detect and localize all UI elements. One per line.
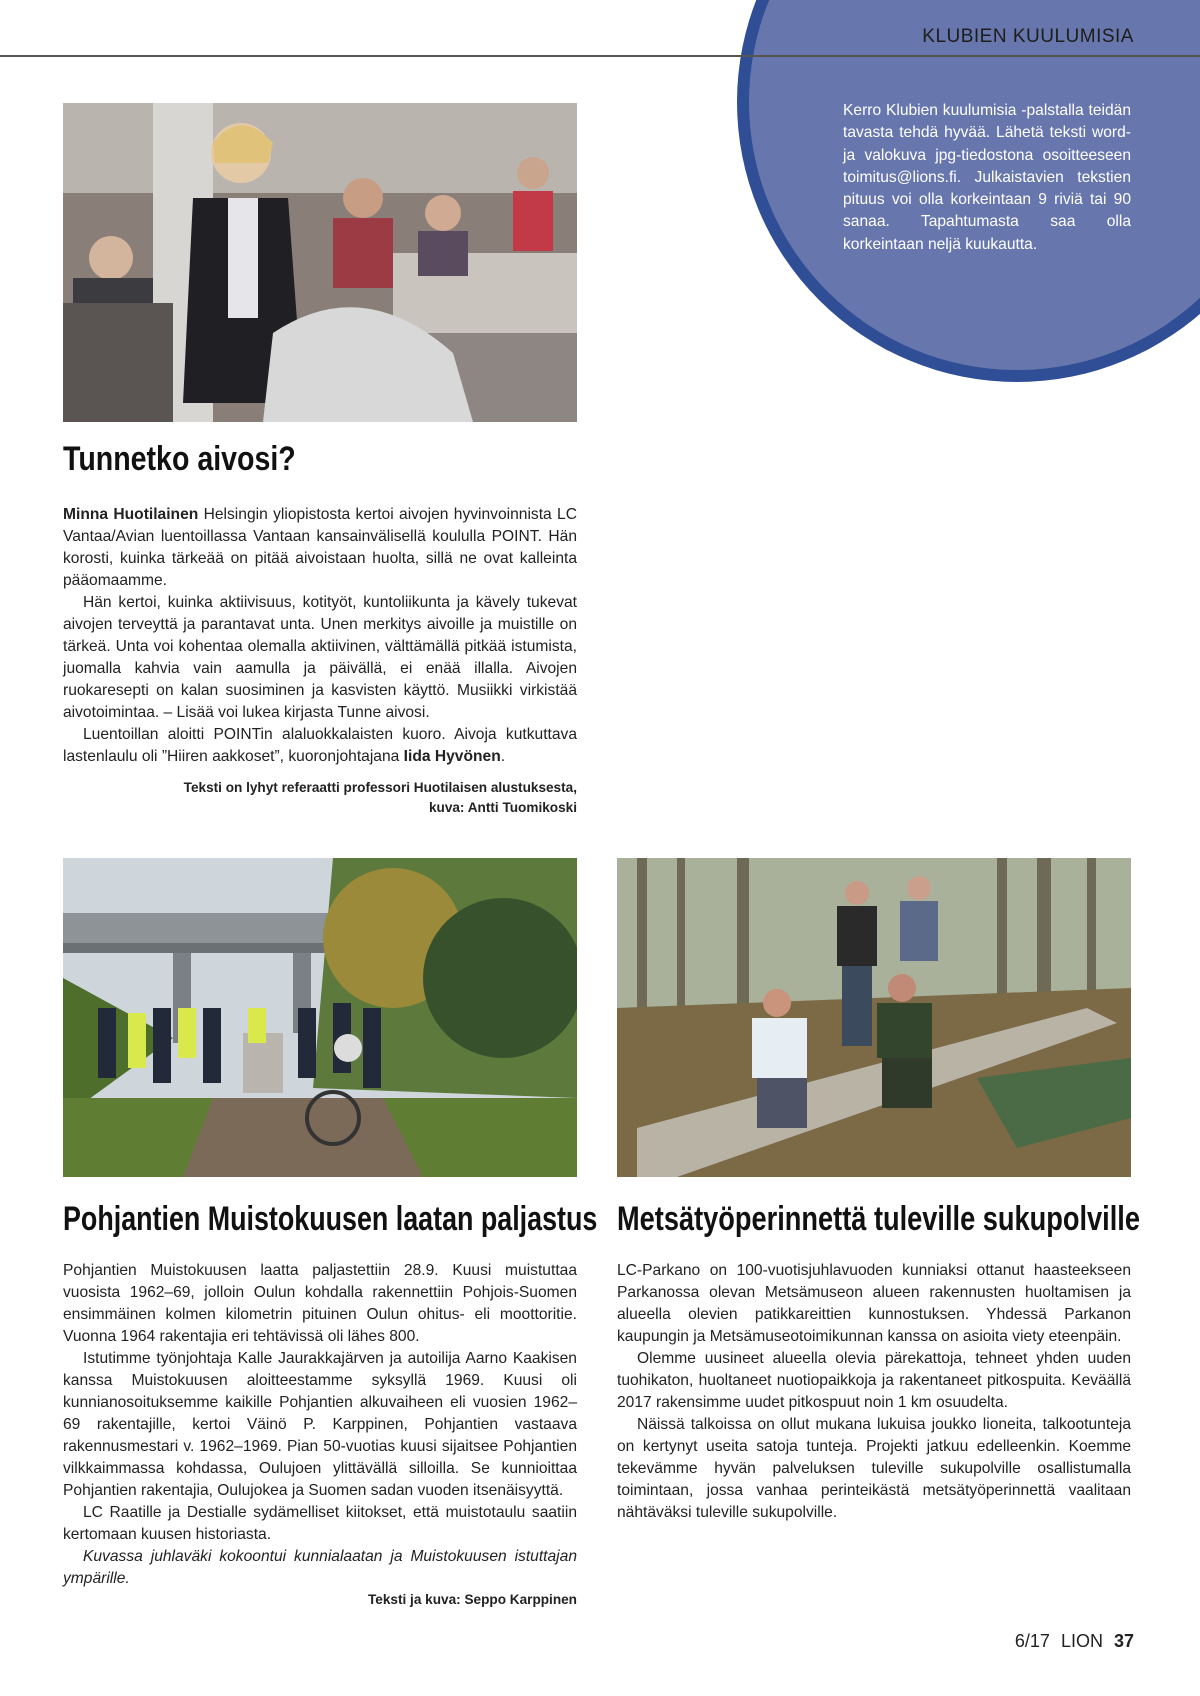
article-title-memorial: Pohjantien Muistokuusen laatan paljastus	[63, 1200, 598, 1238]
paragraph-text: Helsingin yliopistosta kertoi aivojen hyvinvoinnista LC Vantaa/Avian luentoillassa Vantaan kansainvälisellä koululla POINT. Hän korosti, kuinka tärkeää on pitää aivoistaan huolta, sillä ne ovat kalleinta pääomaamme.	[63, 506, 577, 589]
article-body-memorial	[63, 1260, 577, 1590]
issue-number: 6/17	[1014, 1631, 1050, 1651]
submission-info-text: Kerro Klubien kuulumisia -palstalla teidän tavasta tehdä hyvää. Lähetä teksti word- ja valokuva jpg-tiedostona osoitteeseen toimitus@lions.fi. Julkaistavien tekstien pituus voi olla korkeintaan 9 riviä tai 90 sanaa. Tapahtumasta saa olla korkeintaan neljä kuukautta.	[843, 102, 1131, 253]
paragraph-text: Luentoillan aloitti POINTin alaluokkalaisten kuoro. Aivoja kutkuttava lastenlaulu oli ”Hiiren aakkoset”, kuoronjohtajana	[63, 726, 577, 765]
boardwalk-volunteers-photo	[617, 858, 1131, 1177]
paragraph-text: .	[500, 748, 506, 765]
photo-credit-memorial: Teksti ja kuva: Seppo Karppinen	[368, 1592, 577, 1607]
section-label: KLUBIEN KUULUMISIA	[922, 26, 1134, 47]
lecture-photo	[63, 103, 577, 422]
article-body-forest	[617, 1260, 1131, 1524]
memorial-group-photo	[63, 858, 577, 1177]
magazine-name: LION	[1060, 1631, 1103, 1651]
article-body-brain	[63, 504, 577, 768]
paragraph: LC-Parkano on 100-vuotisjuhlavuoden kunniaksi ottanut haasteekseen Parkanossa olevan Metsämuseon alueen rakennusten huoltamisen ja alueella olevien patikkareittien kunnostuksen. Yhdessä Parkanon kaupungin ja Metsämuseotoimikunnan kanssa on asioita viety eteenpäin.	[617, 1262, 1131, 1345]
page-footer	[1015, 1631, 1134, 1652]
paragraph	[63, 724, 577, 768]
paragraph: Näissä talkoissa on ollut mukana lukuisa joukko lioneita, talkootunteja on kertynyt useita satoja tunteja. Projekti jatkuu edelleenkin. Koemme tekevämme hyvän palveluksen tuleville sukupolville osallistumalla toimintaan, jossa vanhaa perinteikästä metsätyöperinnettä vaalitaan nähtäväksi tuleville sukupolville.	[617, 1416, 1131, 1521]
paragraph: Hän kertoi, kuinka aktiivisuus, kotityöt, kuntoliikunta ja kävely tukevat aivojen terveyttä ja parantavat unta. Unen merkitys aivoille ja muistille on tärkeä. Unta voi kohentaa olemalla aktiivinen, välttämällä pitkää istumista, juomalla kahvia vain aamulla ja päivällä, ei enää illalla. Aivojen ruokaresepti on kalan suosiminen ja kasvisten käyttö. Musiikki virkistää aivotoimintaa. – Lisää voi lukea kirjasta Tunne aivosi.	[63, 594, 577, 721]
person-name: Minna Huotilainen	[63, 506, 199, 523]
paragraph	[63, 504, 577, 592]
page-number: 37	[1113, 1631, 1134, 1651]
photo-credit-brain	[63, 778, 577, 817]
article-title-forest: Metsätyöperinnettä tuleville sukupolville	[617, 1200, 1140, 1238]
credit-line: kuva: Antti Tuomikoski	[428, 799, 577, 815]
paragraph: LC Raatille ja Destialle sydämelliset kiitokset, että muistotaulu saatiin kertomaan kuusen historiasta.	[63, 1504, 577, 1543]
header-rule	[0, 55, 1200, 57]
paragraph: Olemme uusineet alueella olevia pärekattoja, tehneet yhden uuden tuohikaton, huoltaneet nuotiopaikkoja ja rakentaneet pitkospuita. Keväällä 2017 rakensimme uudet pitkospuut noin 1 km osuudelta.	[617, 1350, 1131, 1411]
credit-line: Teksti on lyhyt referaatti professori Huotilaisen alustuksesta,	[183, 780, 577, 795]
article-title-brain: Tunnetko aivosi?	[63, 440, 296, 478]
paragraph: Pohjantien Muistokuusen laatta paljastettiin 28.9. Kuusi muistuttaa vuosista 1962–69, jolloin Oulun kohdalla rakennettiin Pohjois-Suomen ensimmäinen kolmen kilometrin pituinen Oulun ohitus- eli moottoritie. Vuonna 1964 rakentajia eri tehtävissä oli lähes 800.	[63, 1262, 577, 1345]
photo-caption: Kuvassa juhlaväki kokoontui kunnialaatan ja Muistokuusen istuttajan ympärille.	[63, 1548, 577, 1587]
paragraph: Istutimme työnjohtaja Kalle Jaurakkajärven ja autoilija Aarno Kaakisen kanssa Muistokuusen aloitteestamme syksyllä 1969. Kuusi oli kunnianosoituksemme kaikille Pohjantien alkuvaiheen eli vuosien 1962–69 rakentajille, kertoi Väinö P. Karppinen, Pohjantien vastaava rakennusmestari v. 1962–1969. Pian 50-vuotias kuusi sijaitsee Pohjantien vilkkaimmassa kohdassa, Oulujoen ylittävällä silloilla. Se kunnioittaa Pohjantien rakentajia, Oulujokea ja Suomen sadan vuoden itsenäisyyttä.	[63, 1350, 577, 1499]
person-name: Iida Hyvönen	[403, 748, 501, 765]
